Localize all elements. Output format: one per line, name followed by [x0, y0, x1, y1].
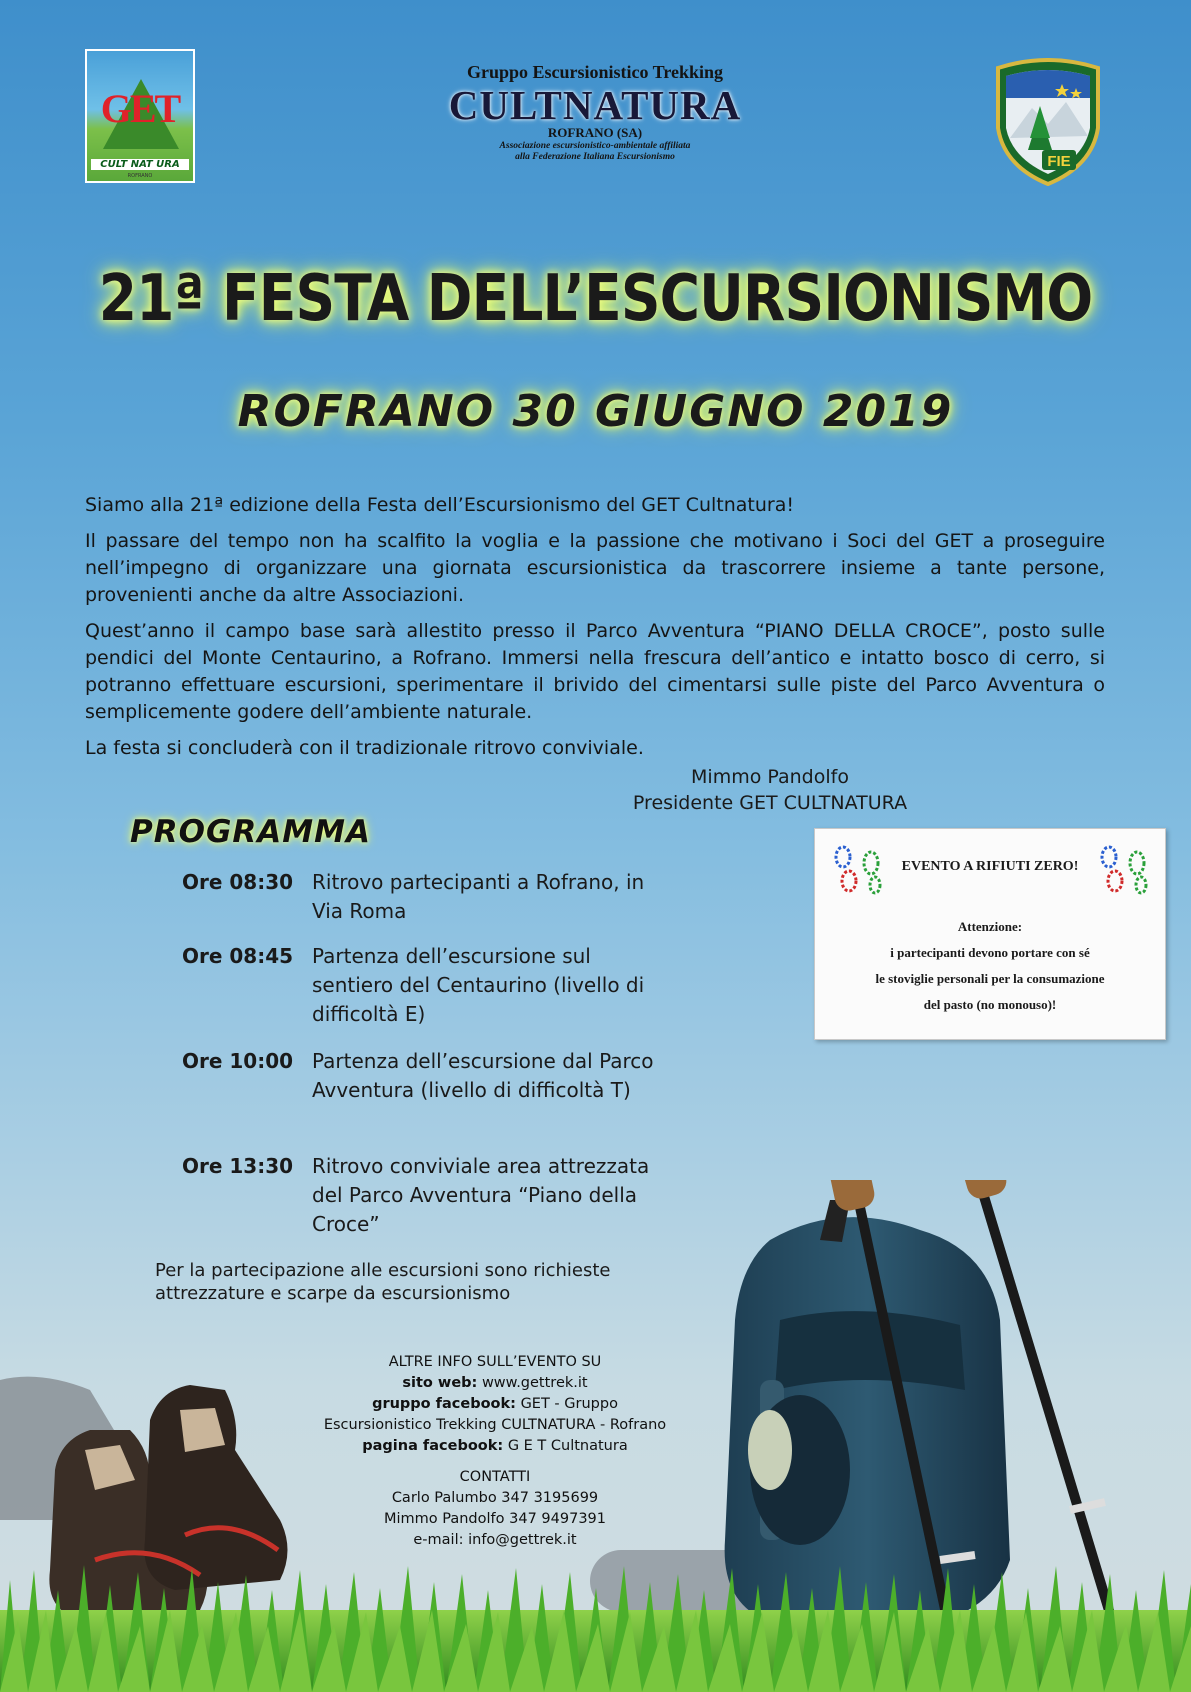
programme-time: Ore 08:30	[182, 870, 294, 894]
contact-phone: Carlo Palumbo 347 3195699	[391, 1490, 599, 1506]
logo-get-text: GET	[100, 86, 180, 131]
website-label: sito web:	[402, 1375, 478, 1391]
association-note2: alla Federazione Italiana Escursionismo	[515, 152, 675, 162]
zero-waste-line2: i partecipanti devono portare con sé	[890, 945, 1090, 960]
intro-text	[85, 492, 1105, 771]
contact-phone: Mimmo Pandolfo 347 9497391	[384, 1511, 606, 1527]
facebook-group-value[interactable]: GET - Gruppo	[520, 1396, 618, 1412]
event-info-footer	[285, 1352, 705, 1551]
signature	[580, 764, 960, 816]
programme-desc: Ritrovo conviviale area attrezzata del Parco Avventura “Piano della Croce”	[312, 1154, 650, 1236]
association-name: CULTNATURA	[448, 82, 742, 128]
programme-desc: Partenza dell’escursione dal Parco Avventura (livello di difficoltà T)	[312, 1049, 654, 1102]
intro-paragraph-2: Il passare del tempo non ha scalfito la voglia e la passione che motivano i Soci del GET a proseguire nell’impegno di organizzare una giornata escursionistica da trascorrere insieme a tante persone, provenienti anche da altre Associazioni.	[85, 530, 1105, 606]
programme-desc: Ritrovo partecipanti a Rofrano, in Via Roma	[312, 870, 645, 923]
association-place: ROFRANO (SA)	[547, 125, 643, 140]
logo-rofrano-text: ROFRANO	[127, 173, 153, 179]
zero-waste-heading: EVENTO A RIFIUTI ZERO!	[901, 859, 1079, 874]
contact-email[interactable]: e-mail: info@gettrek.it	[413, 1532, 577, 1548]
association-note1: Associazione escursionistico-ambientale affiliata	[499, 141, 691, 151]
info-heading: ALTRE INFO SULL’EVENTO SU	[388, 1354, 602, 1370]
zero-waste-line3: le stoviglie personali per la consumazione	[875, 971, 1105, 986]
facebook-group-value-2[interactable]: Escursionistico Trekking CULTNATURA - Rofrano	[323, 1417, 667, 1433]
programme-time: Ore 10:00	[182, 1049, 294, 1073]
zero-waste-line4: del pasto (no monouso)!	[923, 997, 1057, 1012]
signature-role: Presidente GET CULTNATURA	[632, 792, 908, 814]
facebook-page-label: pagina facebook:	[362, 1438, 504, 1454]
programme-item	[182, 942, 682, 1029]
association-line1: Gruppo Escursionistico Trekking	[466, 62, 724, 82]
website-link[interactable]: www.gettrek.it	[481, 1375, 588, 1391]
intro-paragraph-1: Siamo alla 21ª edizione della Festa dell’Escursionismo del GET Cultnatura!	[85, 494, 794, 516]
facebook-group-line	[285, 1394, 705, 1415]
logo-cultnatura-text: CULT NAT URA	[91, 159, 189, 170]
event-title: 21ª FESTA DELL’ESCURSIONISMO	[98, 262, 1093, 336]
facebook-page-line	[285, 1436, 705, 1457]
get-cultnatura-logo	[85, 49, 195, 183]
intro-paragraph-4: La festa si concluderà con il tradizionale ritrovo conviviale.	[85, 737, 644, 759]
fie-logo	[992, 58, 1104, 186]
facebook-page-value[interactable]: G E T Cultnatura	[507, 1438, 628, 1454]
fie-logo-text: FIE	[1047, 153, 1071, 170]
programme-item	[182, 868, 682, 926]
website-line	[285, 1373, 705, 1394]
programme-desc: Partenza dell’escursione sul sentiero del Centaurino (livello di difficoltà E)	[312, 944, 645, 1026]
event-subtitle: ROFRANO 30 GIUGNO 2019	[237, 386, 954, 437]
programme-item	[182, 1047, 682, 1134]
zero-waste-box	[814, 828, 1166, 1040]
programme-title: PROGRAMMA	[130, 814, 371, 850]
contacts-heading: CONTATTI	[459, 1469, 531, 1485]
programme-time: Ore 13:30	[182, 1154, 294, 1178]
zero-waste-notice	[815, 914, 1165, 1018]
association-header	[380, 62, 810, 163]
signature-name: Mimmo Pandolfo	[691, 766, 849, 788]
zero-waste-line1: Attenzione:	[957, 919, 1023, 934]
programme-time: Ore 08:45	[182, 944, 294, 968]
facebook-group-label: gruppo facebook:	[372, 1396, 516, 1412]
programme-note: Per la partecipazione alle escursioni sono richieste attrezzature e scarpe da escursionismo	[155, 1260, 611, 1304]
intro-paragraph-3: Quest’anno il campo base sarà allestito presso il Parco Avventura “PIANO DELLA CROCE”, posto sulle pendici del Monte Centaurino, a Rofrano. Immersi nella frescura dell’antico e intatto bosco di cerro, si potranno effettuare escursioni, sperimentare il brivido del cimentarsi sulle piste del Parco Avventura o semplicemente godere dell’ambiente naturale.	[85, 620, 1105, 723]
